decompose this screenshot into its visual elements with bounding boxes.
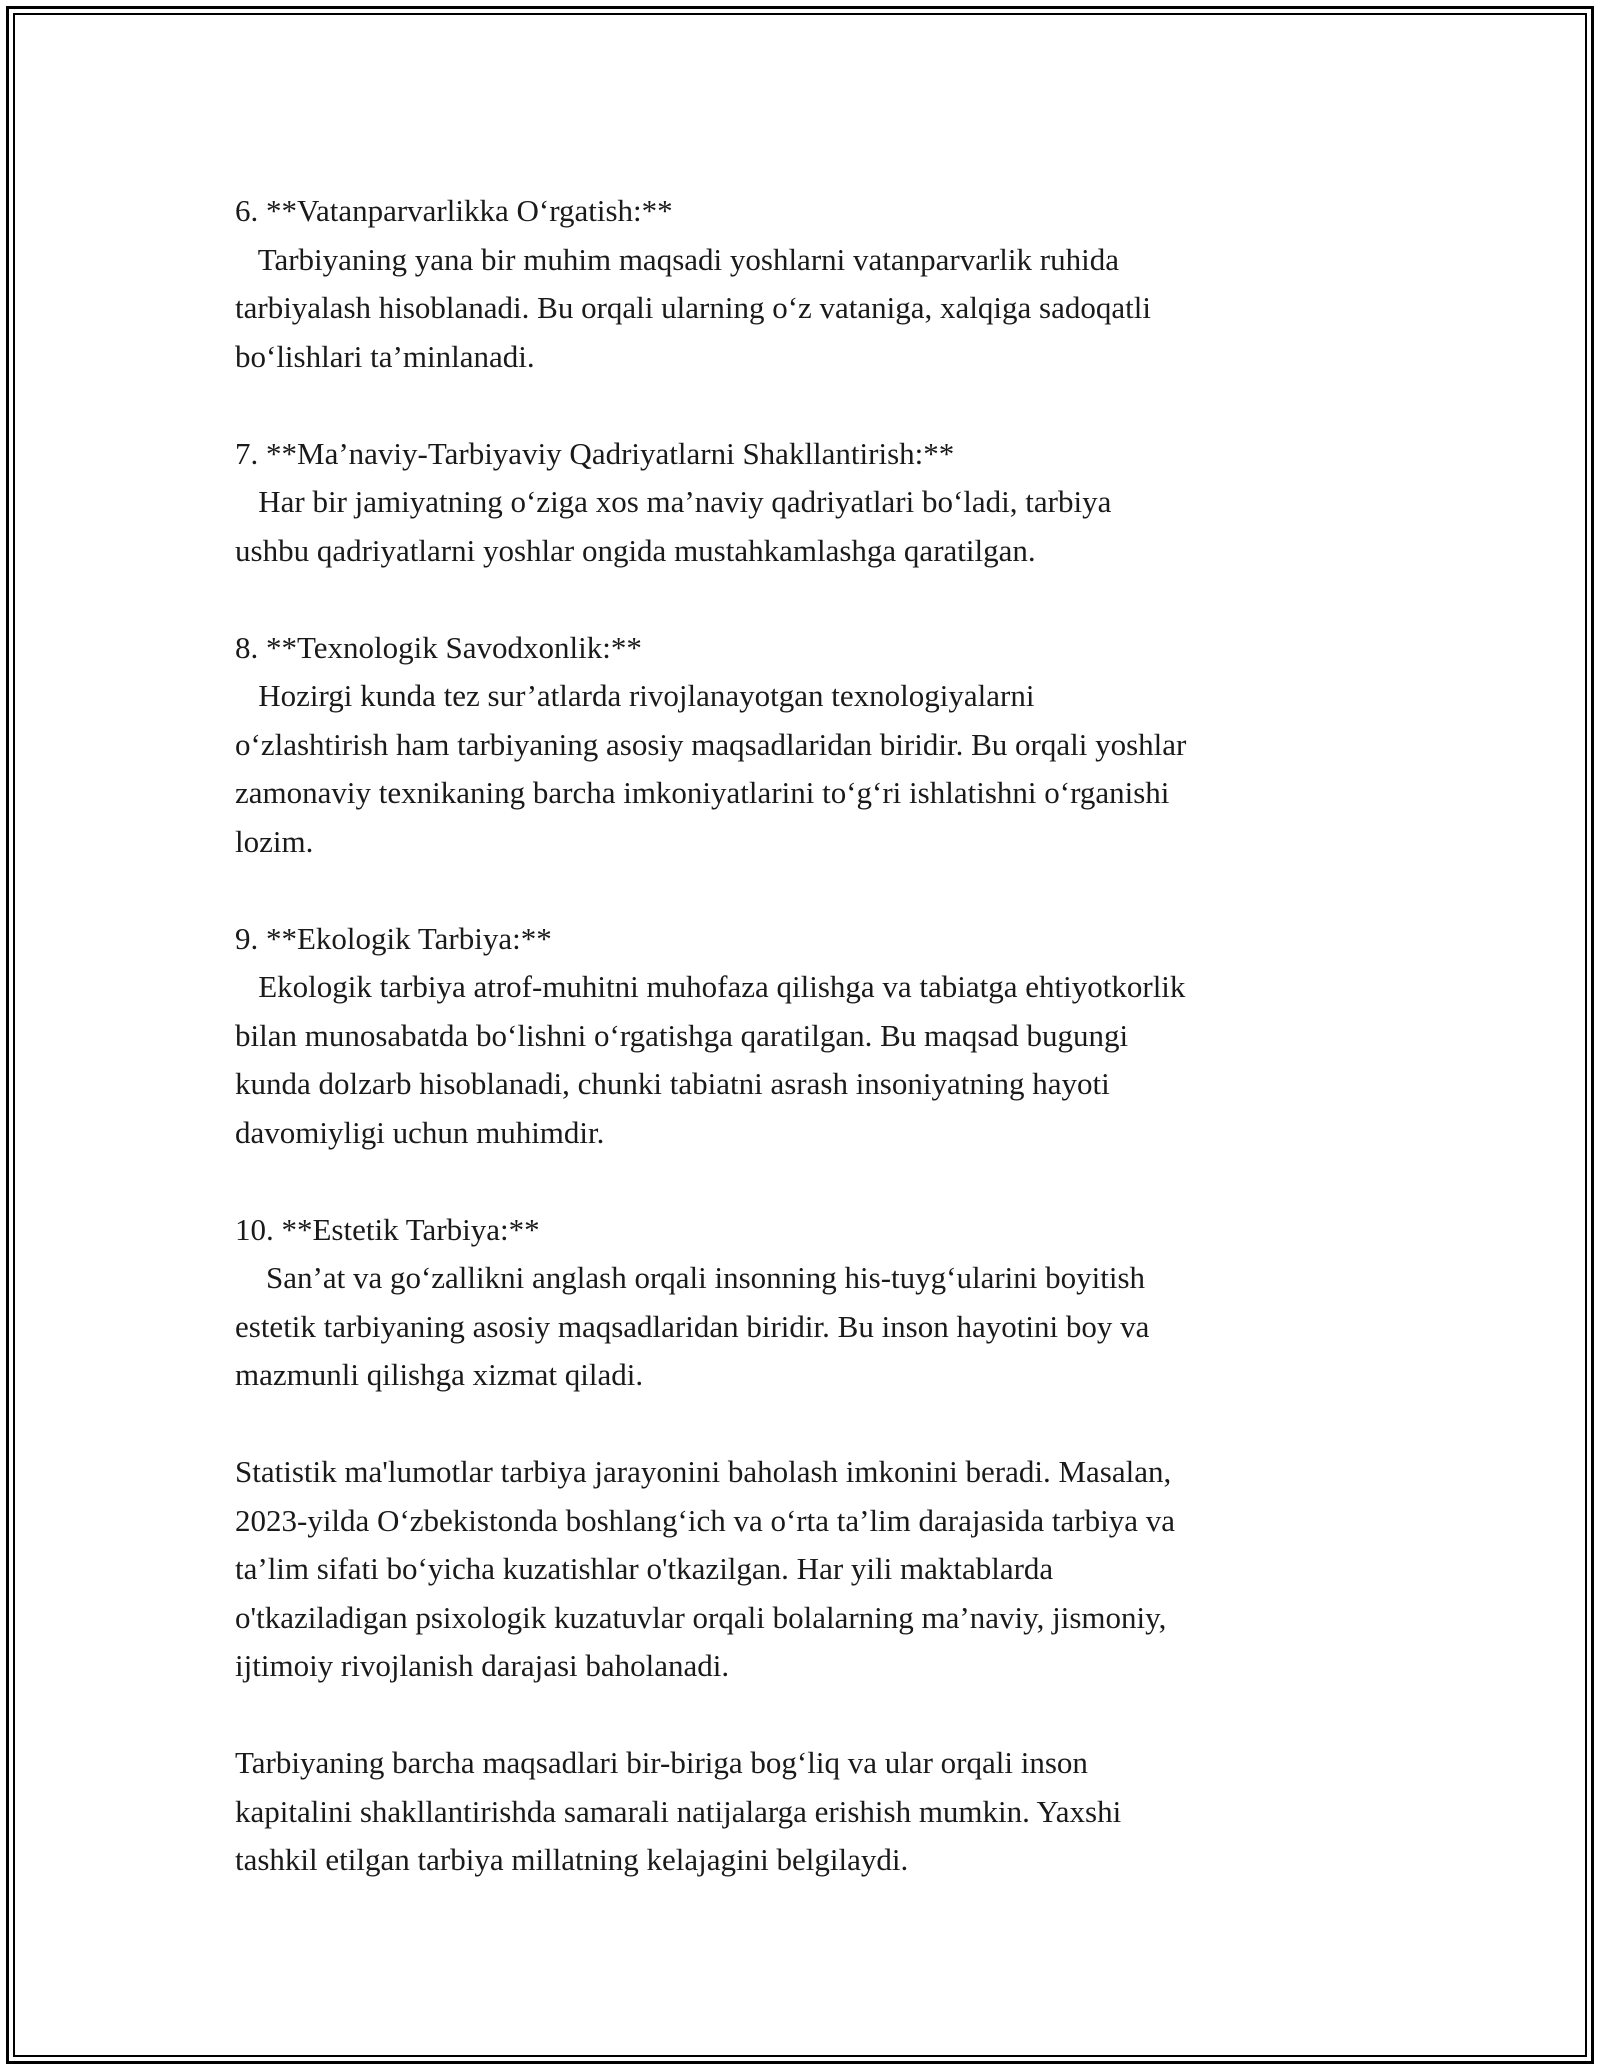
paragraph-statistik-malumotlar bbox=[235, 1448, 1395, 1691]
section-heading: 6. **Vatanparvarlikka O‘rgatish:** bbox=[235, 193, 673, 228]
section-manaviy-qadriyatlar bbox=[235, 430, 1395, 576]
section-text-line: Hozirgi kunda tez sur’atlarda rivojlanayotgan texnologiyalarni bbox=[235, 678, 1035, 713]
paragraph-text-line: ijtimoiy rivojlanish darajasi baholanadi. bbox=[235, 1648, 730, 1683]
paragraph-text-line: Tarbiyaning barcha maqsadlari bir-biriga bog‘liq va ular orqali inson bbox=[235, 1745, 1088, 1780]
paragraph-text-line: Statistik ma'lumotlar tarbiya jarayonini baholash imkonini beradi. Masalan, bbox=[235, 1454, 1172, 1489]
paragraph-text-line: tashkil etilgan tarbiya millatning kelajagini belgilaydi. bbox=[235, 1842, 909, 1877]
paragraph-text-line: 2023-yilda O‘zbekistonda boshlang‘ich va o‘rta ta’lim darajasida tarbiya va bbox=[235, 1502, 1176, 1538]
paragraph-text-line: kapitalini shakllantirishda samarali natijalarga erishish mumkin. Yaxshi bbox=[235, 1793, 1122, 1829]
section-text-line: davomiyligi uchun muhimdir. bbox=[235, 1114, 605, 1150]
section-estetik-tarbiya bbox=[235, 1206, 1395, 1400]
section-vatanparvarlik bbox=[235, 187, 1395, 381]
section-text-line: Ekologik tarbiya atrof-muhitni muhofaza qilishga va tabiatga ehtiyotkorlik bbox=[235, 969, 1186, 1004]
section-text-line: mazmunli qilishga xizmat qiladi. bbox=[235, 1357, 644, 1392]
paragraph-text-line: o'tkaziladigan psixologik kuzatuvlar orqali bolalarning ma’naviy, jismoniy, bbox=[235, 1599, 1167, 1635]
section-text-line: o‘zlashtirish ham tarbiyaning asosiy maqsadlaridan biridir. Bu orqali yoshlar bbox=[235, 726, 1187, 762]
section-ekologik-tarbiya bbox=[235, 915, 1395, 1158]
section-texnologik-savodxonlik bbox=[235, 624, 1395, 867]
section-text-line: kunda dolzarb hisoblanadi, chunki tabiatni asrash insoniyatning hayoti bbox=[235, 1066, 1110, 1101]
section-heading: 9. **Ekologik Tarbiya:** bbox=[235, 920, 552, 956]
section-text-line: zamonaviy texnikaning barcha imkoniyatlarini to‘g‘ri ishlatishni o‘rganishi bbox=[235, 775, 1170, 810]
paragraph-text-line: ta’lim sifati bo‘yicha kuzatishlar o'tkazilgan. Har yili maktablarda bbox=[235, 1551, 1054, 1586]
section-heading: 8. **Texnologik Savodxonlik:** bbox=[235, 629, 642, 665]
section-text-line: Tarbiyaning yana bir muhim maqsadi yoshlarni vatanparvarlik ruhida bbox=[235, 241, 1119, 277]
section-text-line: San’at va go‘zallikni anglash orqali insonning his-tuyg‘ularini boyitish bbox=[235, 1260, 1146, 1295]
section-text-line: estetik tarbiyaning asosiy maqsadlaridan biridir. Bu inson hayotini boy va bbox=[235, 1308, 1150, 1344]
section-heading: 7. **Ma’naviy-Tarbiyaviy Qadriyatlarni Shakllantirish:** bbox=[235, 435, 955, 471]
section-text-line: Har bir jamiyatning o‘ziga xos ma’naviy qadriyatlari bo‘ladi, tarbiya bbox=[235, 484, 1112, 519]
section-text-line: bilan munosabatda bo‘lishni o‘rgatishga qaratilgan. Bu maqsad bugungi bbox=[235, 1017, 1129, 1053]
section-heading: 10. **Estetik Tarbiya:** bbox=[235, 1211, 540, 1247]
document-body bbox=[235, 187, 1395, 1885]
section-text-line: ushbu qadriyatlarni yoshlar ongida mustahkamlashga qaratilgan. bbox=[235, 532, 1036, 568]
section-text-line: lozim. bbox=[235, 823, 314, 859]
section-text-line: bo‘lishlari ta’minlanadi. bbox=[235, 338, 535, 374]
section-text-line: tarbiyalash hisoblanadi. Bu orqali ularning o‘z vataniga, xalqiga sadoqatli bbox=[235, 290, 1151, 325]
paragraph-xulosa bbox=[235, 1739, 1395, 1885]
